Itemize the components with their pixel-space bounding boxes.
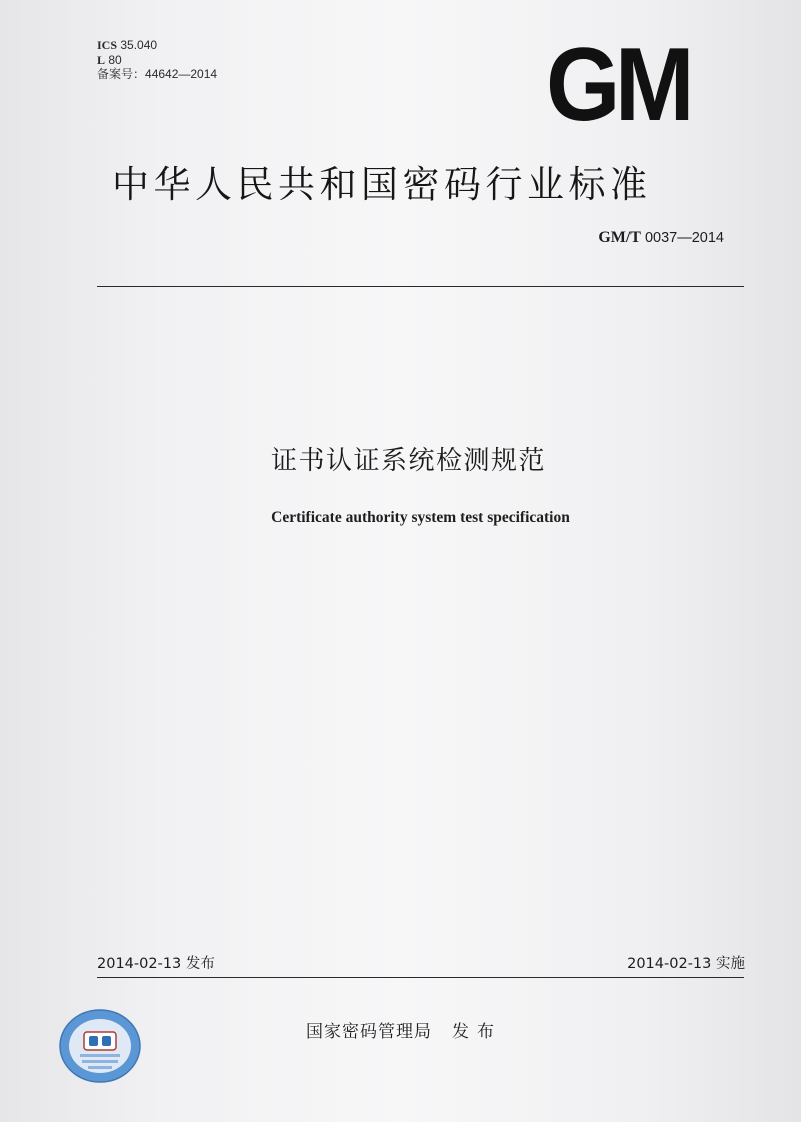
standard-number — [598, 229, 724, 247]
record-number — [97, 67, 217, 82]
document-title-en: Certificate authority system test specification — [271, 509, 570, 526]
issue-date-value: 2014-02-13 — [97, 956, 182, 972]
document-title-cn: 证书认证系统检测规范 — [270, 446, 546, 476]
implementation-date-label: 实施 — [716, 956, 745, 972]
anti-counterfeit-seal-icon — [58, 1008, 142, 1084]
implementation-date-value: 2014-02-13 — [627, 956, 712, 972]
issue-date-label: 发布 — [185, 956, 215, 972]
class-value: 80 — [108, 52, 122, 67]
issue-date — [97, 952, 215, 973]
record-value: 44642—2014 — [145, 67, 218, 81]
class-label: L — [97, 52, 106, 67]
record-label: 备案号： — [97, 67, 146, 81]
publisher-line — [306, 1017, 502, 1042]
publisher-name: 国家密码管理局 — [306, 1022, 432, 1042]
publisher-action: 发布 — [452, 1022, 502, 1042]
standard-category-title: 中华人民共和国密码行业标准 — [112, 163, 652, 206]
standard-number-prefix: GM/T — [598, 229, 641, 246]
ics-value: 35.040 — [120, 38, 158, 52]
gm-logo: GM — [546, 27, 690, 143]
bottom-divider — [97, 977, 744, 978]
ics-label: ICS — [97, 38, 118, 52]
classification-block — [97, 38, 217, 82]
top-divider — [97, 286, 744, 287]
standard-number-value: 0037—2014 — [644, 230, 724, 246]
ics-code — [97, 38, 217, 53]
class-code — [97, 53, 217, 68]
implementation-date — [627, 952, 745, 973]
